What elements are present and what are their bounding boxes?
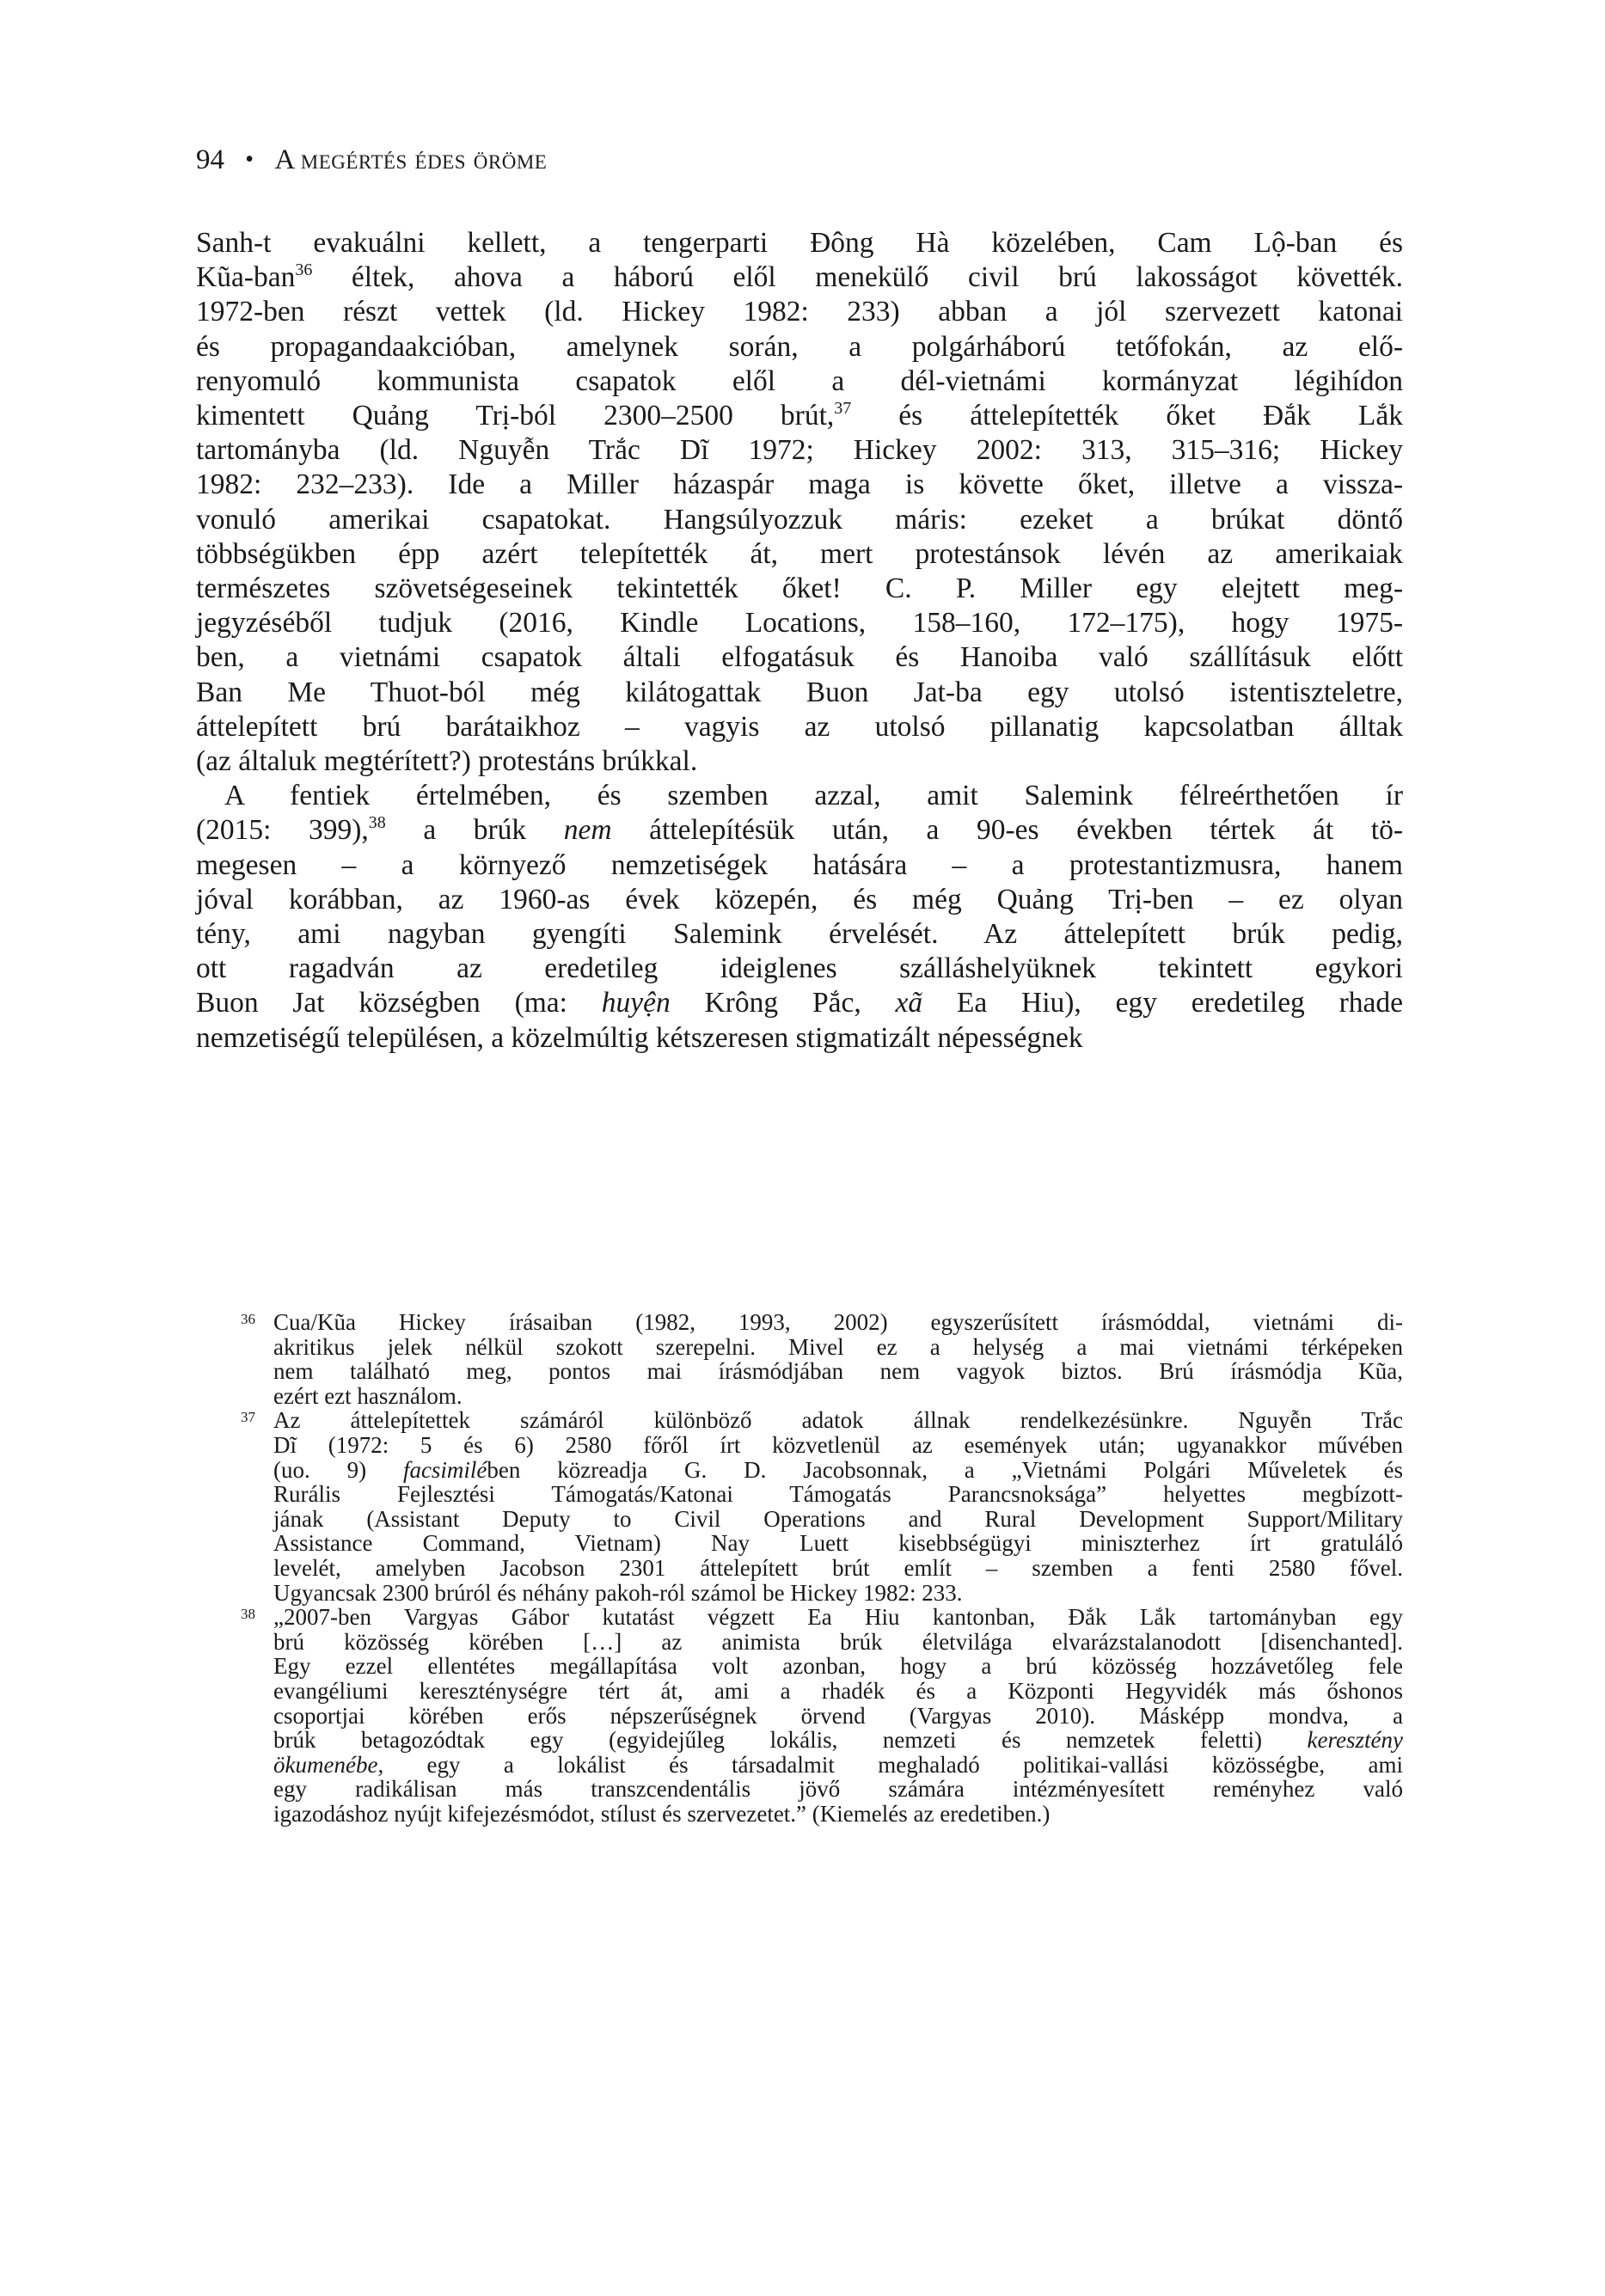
- footnote-37: [196, 1408, 1403, 1605]
- text-run: nemzetiségű településen, a közelmúltig kétszeresen stigmatizált népességnek: [196, 1021, 1083, 1054]
- text-run: ben közreadja G. D. Jacobsonnak, a „Vietnámi Polgári Műveletek és: [487, 1456, 1403, 1483]
- text-run: jának (Assistant Deputy to Civil Operations and Rural Development Support/Military: [273, 1505, 1403, 1532]
- text-line: [196, 295, 1403, 329]
- text-run: Az áttelepítettek számáról különböző adatok állnak rendelkezésünkre. Nguyễn Trắc: [273, 1407, 1403, 1434]
- text-run: Cua/Kũa Hickey írásaiban (1982, 1993, 2002) egyszerűsített írásmóddal, vietnámi di-: [273, 1309, 1403, 1335]
- footnote-line: [273, 1802, 1403, 1827]
- text-run: és áttelepítették őket Đắk Lắk: [851, 400, 1403, 432]
- running-head: [196, 143, 547, 179]
- paragraph: [196, 226, 1403, 779]
- text-line: [196, 1021, 1403, 1056]
- text-run: tény, ami nagyban gyengíti Salemink érvelését. Az áttelepített brúk pedig,: [196, 918, 1403, 951]
- footnote-line: [273, 1458, 1403, 1483]
- text-run: vonuló amerikai csapatokat. Hangsúlyozzuk máris: ezeket a brúkat döntő: [196, 503, 1403, 536]
- footnote-line: [273, 1654, 1403, 1679]
- text-run: Krông Pắc,: [670, 987, 896, 1019]
- footnote-line: [273, 1753, 1403, 1778]
- footnote-line: [273, 1605, 1403, 1630]
- text-run: Kũa-ban: [196, 261, 296, 294]
- footnote-number: 36: [241, 1311, 255, 1327]
- text-line: [196, 433, 1403, 468]
- footnote-reference: 38: [368, 813, 386, 833]
- text-run: kimentett Quảng Trị-ból 2300–2500 brút,: [196, 400, 835, 432]
- text-line: [196, 364, 1403, 399]
- text-run: áttelepítésük után, a 90-es években tértek át tö-: [611, 814, 1403, 847]
- text-line: [196, 952, 1403, 986]
- text-run: brúk betagozódtak egy (egyidejűleg lokális, nemzeti és nemzetek feletti): [273, 1727, 1308, 1754]
- text-run: (az általuk megtérített?) protestáns brúkkal.: [196, 745, 698, 778]
- text-run: Ugyancsak 2300 brúról és néhány pakoh-ról számol be Hickey 1982: 233.: [273, 1579, 963, 1606]
- footnote-number: 37: [241, 1409, 255, 1426]
- bullet-separator: •: [245, 146, 254, 173]
- footnote-line: [273, 1482, 1403, 1507]
- text-run: (2015: 399),: [196, 814, 369, 847]
- text-line: [196, 883, 1403, 917]
- footnote-number: 38: [241, 1606, 255, 1623]
- italic-text: huyện: [601, 987, 671, 1019]
- footnote-line: [273, 1728, 1403, 1753]
- text-run: csoportjai körében erős népszerűségnek örvend (Vargyas 2010). Másképp mondva, a: [273, 1702, 1403, 1729]
- text-run: nem található meg, pontos mai írásmódjában nem vagyok biztos. Brú írásmódja Kũa,: [273, 1358, 1403, 1385]
- paragraph: [196, 779, 1403, 1056]
- text-line: [196, 572, 1403, 606]
- text-line: [196, 917, 1403, 952]
- text-run: Sanh-t evakuálni kellett, a tengerparti Đông Hà közelében, Cam Lộ-ban és: [196, 227, 1403, 259]
- footnote-line: [273, 1704, 1403, 1729]
- text-run: természetes szövetségeseinek tekintették őket! C. P. Miller egy elejtett meg-: [196, 572, 1403, 605]
- text-line: [196, 710, 1403, 744]
- footnote-line: [273, 1359, 1403, 1384]
- footnote-line: [273, 1630, 1403, 1655]
- text-line: [196, 468, 1403, 502]
- text-run: jegyzéséből tudjuk (2016, Kindle Locations, 158–160, 172–175), hogy 1975-: [196, 607, 1403, 640]
- footnote-38: [196, 1605, 1403, 1826]
- text-line: [196, 813, 1403, 848]
- book-title-initial: A: [274, 144, 294, 175]
- main-text: [196, 226, 1403, 1056]
- text-run: megesen – a környező nemzetiségek hatására – a protestantizmusra, hanem: [196, 848, 1403, 881]
- footnote-line: [273, 1310, 1403, 1335]
- text-line: [196, 537, 1403, 572]
- text-line: [196, 399, 1403, 433]
- text-run: ben, a vietnámi csapatok általi elfogatásuk és Hanoiba való szállításuk előtt: [196, 641, 1403, 674]
- text-run: és propagandaakcióban, amelynek során, a polgárháború tetőfokán, az elő-: [196, 330, 1403, 363]
- footnote-line: [273, 1384, 1403, 1409]
- text-run: a brúk: [385, 814, 564, 847]
- text-run: Assistance Command, Vietnam) Nay Luett kisebbségügyi miniszterhez írt gratuláló: [273, 1530, 1403, 1557]
- footnotes: [196, 1310, 1403, 1826]
- footnote-line: [273, 1507, 1403, 1532]
- footnote-line: [273, 1408, 1403, 1433]
- text-line: [196, 848, 1403, 883]
- italic-text: xã: [895, 987, 923, 1019]
- text-run: renyomuló kommunista csapatok elől a dél-vietnámi kormányzat légihídon: [196, 364, 1403, 397]
- text-run: jóval korábban, az 1960-as évek közepén, és még Quảng Trị-ben – ez olyan: [196, 883, 1403, 915]
- text-run: tartományba (ld. Nguyễn Trắc Dĩ 1972; Hickey 2002: 313, 315–316; Hickey: [196, 434, 1403, 467]
- text-run: (uo. 9): [273, 1456, 403, 1483]
- text-run: Rurális Fejlesztési Támogatás/Katonai Támogatás Parancsnoksága” helyettes megbízott-: [273, 1481, 1403, 1508]
- text-run: evangéliumi kereszténységre tért át, ami a rhadék és a Központi Hegyvidék más őshonos: [273, 1677, 1403, 1704]
- text-run: „2007-ben Vargyas Gábor kutatást végzett Ea Hiu kantonban, Đắk Lắk tartományban egy: [273, 1604, 1403, 1631]
- text-line: [196, 503, 1403, 537]
- text-run: Buon Jat községben (ma:: [196, 987, 602, 1019]
- footnote-line: [273, 1335, 1403, 1360]
- text-run: áttelepített brú barátaikhoz – vagyis az utolsó pillanatig kapcsolatban álltak: [196, 710, 1403, 743]
- text-run: akritikus jelek nélkül szokott szerepelni. Mivel ez a helység a mai vietnámi térképeken: [273, 1333, 1403, 1360]
- footnote-line: [273, 1556, 1403, 1581]
- text-line: [196, 226, 1403, 260]
- footnote-36: [196, 1310, 1403, 1408]
- text-run: brú közösség körében […] az animista brúk életvilága elvarázstalanodott [disenchanted].: [273, 1628, 1403, 1655]
- footnote-line: [273, 1777, 1403, 1802]
- text-line: [196, 640, 1403, 675]
- text-run: levelét, amelyben Jacobson 2301 áttelepített brút említ – szemben a fenti 2580 fővel.: [273, 1554, 1403, 1581]
- footnote-line: [273, 1531, 1403, 1556]
- italic-text: facsimilé: [402, 1456, 487, 1483]
- italic-text: keresztény: [1307, 1727, 1403, 1754]
- text-run: Egy ezzel ellentétes megállapítása volt azonban, hogy a brú közösség hozzávetőleg fele: [273, 1653, 1403, 1680]
- text-line: [196, 986, 1403, 1020]
- text-line: [196, 330, 1403, 364]
- italic-text: nem: [563, 814, 612, 847]
- text-line: [196, 676, 1403, 710]
- footnote-reference: 37: [834, 399, 852, 419]
- text-run: egy radikálisan más transzcendentális jövő számára intézményesített reményhez való: [273, 1776, 1403, 1803]
- text-run: igazodáshoz nyújt kifejezésmódot, stílust és szervezetet.” (Kiemelés az eredetiben.): [273, 1800, 1051, 1827]
- text-run: A fentiek értelmében, és szemben azzal, amit Salemink félreérthetően ír: [224, 780, 1403, 812]
- text-line: [196, 606, 1403, 640]
- page-number: 94: [196, 144, 224, 175]
- text-run: ott ragadván az eredetileg ideiglenes szálláshelyüknek tekintett egykori: [196, 952, 1403, 985]
- italic-text: ökumenébe: [273, 1751, 378, 1778]
- text-run: ezért ezt használom.: [273, 1382, 463, 1409]
- text-run: Dĩ (1972: 5 és 6) 2580 főről írt közvetlenül az események után; ugyanakkor művében: [273, 1431, 1403, 1458]
- text-run: 1982: 232–233). Ide a Miller házaspár maga is követte őket, illetve a vissza-: [196, 468, 1403, 501]
- footnote-line: [273, 1433, 1403, 1458]
- footnote-line: [273, 1679, 1403, 1704]
- footnote-reference: 36: [295, 260, 313, 280]
- text-run: 1972-ben részt vettek (ld. Hickey 1982: 233) abban a jól szervezett katonai: [196, 296, 1403, 328]
- text-run: éltek, ahova a háború elől menekülő civil brú lakosságot követték.: [312, 261, 1403, 294]
- book-title: megértés édes öröme: [300, 144, 548, 175]
- text-run: , egy a lokálist és társadalmit meghaladó politikai-vallási közösségbe, ami: [377, 1751, 1403, 1778]
- text-run: Ea Hiu), egy eredetileg rhade: [922, 987, 1403, 1019]
- text-line: [196, 260, 1403, 295]
- text-run: Ban Me Thuot-ból még kilátogattak Buon Jat-ba egy utolsó istentiszteletre,: [196, 676, 1403, 708]
- text-run: többségükben épp azért telepítették át, mert protestánsok lévén az amerikaiak: [196, 537, 1403, 570]
- text-line: [196, 744, 1403, 779]
- footnote-line: [273, 1581, 1403, 1606]
- text-line: [196, 779, 1403, 813]
